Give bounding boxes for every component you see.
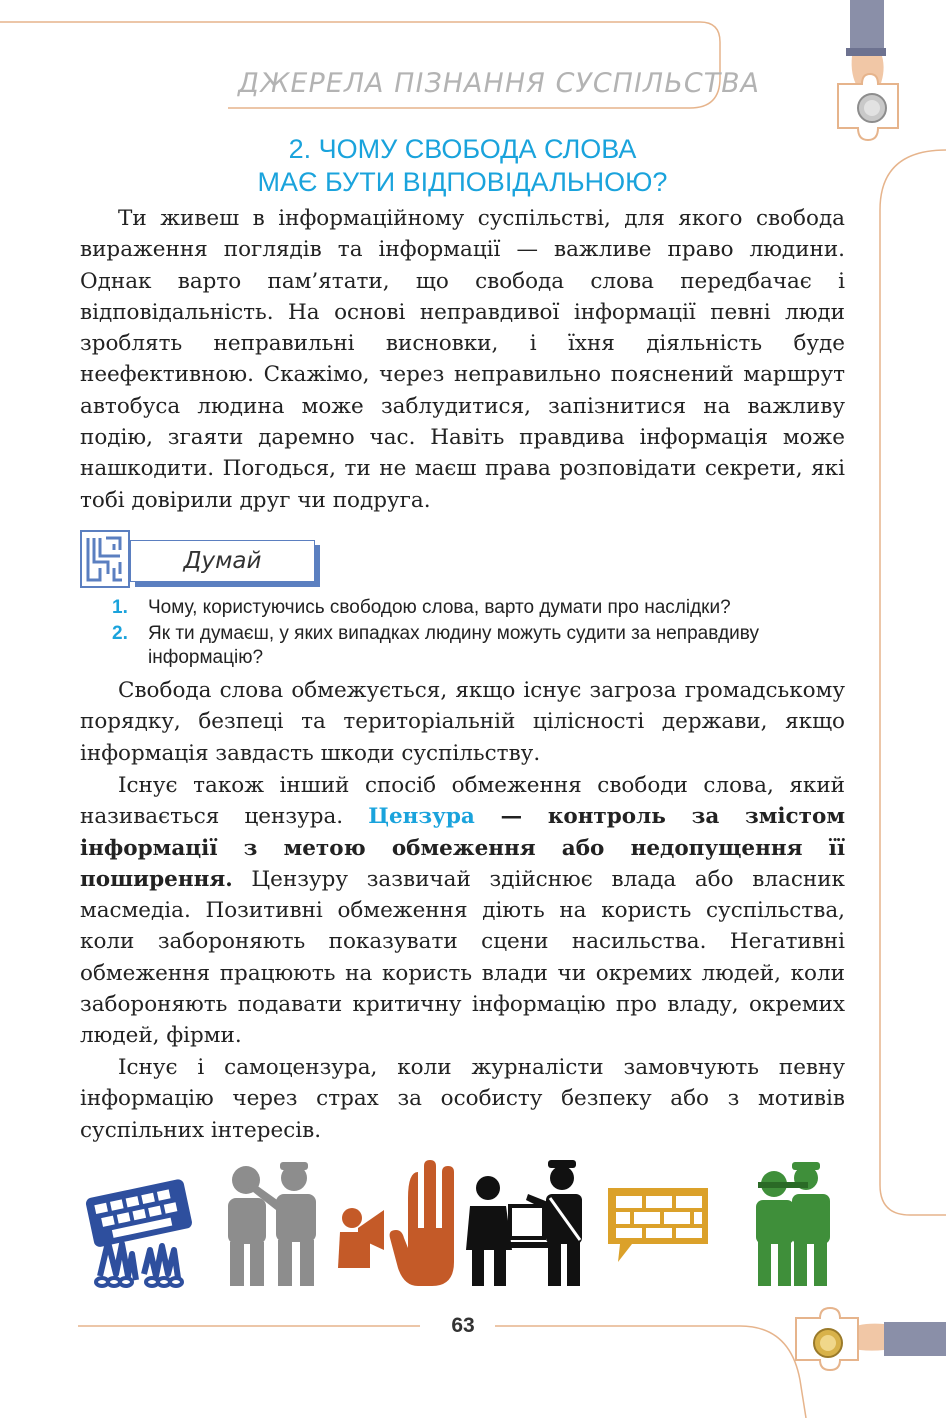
- question-text: Як ти думаєш, у яких випадках людину можуть судити за неправдиву інформацію?: [148, 623, 759, 668]
- paragraph-self-censorship: Існує і самоцензура, коли журналісти замовчують певну інформацію через страх за особисту безпеку або з мотивів суспільних інтересів.: [80, 1055, 845, 1143]
- chained-keyboard-hands-icon: [80, 1158, 200, 1288]
- paragraph-intro: Ти живеш в інформаційному суспільстві, для якого свобода вираження поглядів та інформації — важливе право людини. Однак варто пам’ятати, що свобода слова передбачає і відповідальність. На основі неправдивої інформації певні люди зроблять неправильні висновки, і їхня діяльність буде неефективною. Скажімо, через неправильно пояснений маршрут автобуса людина може заблудитися, запізнитися на важливу подію, згаяти даремно час. Навіть правдива інформація може нашкодити. Погодься, ти не маєш права розповідати секрети, які тобі довірили друг чи подруга.: [80, 206, 845, 513]
- illustration-row: [80, 1158, 850, 1288]
- hand-puzzle-top-icon: [838, 0, 898, 140]
- paragraph-censorship-start: Існує також інший спосіб обмеження свободи слова, який називається цензура.: [80, 773, 845, 830]
- computer-user-guard-icon: [466, 1158, 592, 1288]
- question-text: Чому, користуючись свободою слова, варто думати про наслідки?: [148, 597, 731, 618]
- think-questions: [112, 596, 852, 672]
- paragraph-censorship-end: Цензуру зазвичай здійснює влада або власник масмедіа. Позитивні обмеження діють на користь суспільства, коли забороняють показувати сцени насильства. Негативні обмеження працюють на користь влади чи окремих людей, коли забороняють подавати критичну інформацію про владу, окремих людей, фірми.: [80, 866, 845, 1049]
- list-item: [112, 622, 852, 670]
- list-item: [112, 596, 852, 620]
- question-number: 2.: [112, 623, 128, 644]
- definition-dash: —: [474, 804, 548, 830]
- censored-speech-bubble-icon: [604, 1158, 714, 1288]
- megaphone-stop-hand-icon: [338, 1158, 458, 1288]
- section-title: [175, 133, 750, 199]
- paragraph-censorship: [80, 770, 845, 1052]
- paragraph-limits: Свобода слова обмежується, якщо існує загроза громадському порядку, безпеці та територіальній цілісності держави, якщо інформація завдасть шкоди суспільству.: [80, 678, 845, 766]
- silenced-person-guard-icon: [218, 1158, 336, 1288]
- gagged-person-guard-icon: [744, 1158, 844, 1288]
- question-number: 1.: [112, 597, 128, 618]
- think-label: Думай: [130, 540, 315, 582]
- hand-puzzle-bottom-icon: [796, 1308, 946, 1370]
- section-title-line2: МАЄ БУТИ ВІДПОВІДАЛЬНОЮ?: [257, 167, 668, 197]
- definition-censorship: контроль за змістом інформації з метою обмеження або недопущення її поширення.: [80, 804, 845, 892]
- term-censorship: Цензура: [368, 804, 475, 830]
- section-title-line1: 2. ЧОМУ СВОБОДА СЛОВА: [288, 134, 637, 164]
- chapter-header: ДЖЕРЕЛА ПІЗНАННЯ СУСПІЛЬСТВА: [235, 68, 763, 99]
- page-number: 63: [451, 1314, 475, 1337]
